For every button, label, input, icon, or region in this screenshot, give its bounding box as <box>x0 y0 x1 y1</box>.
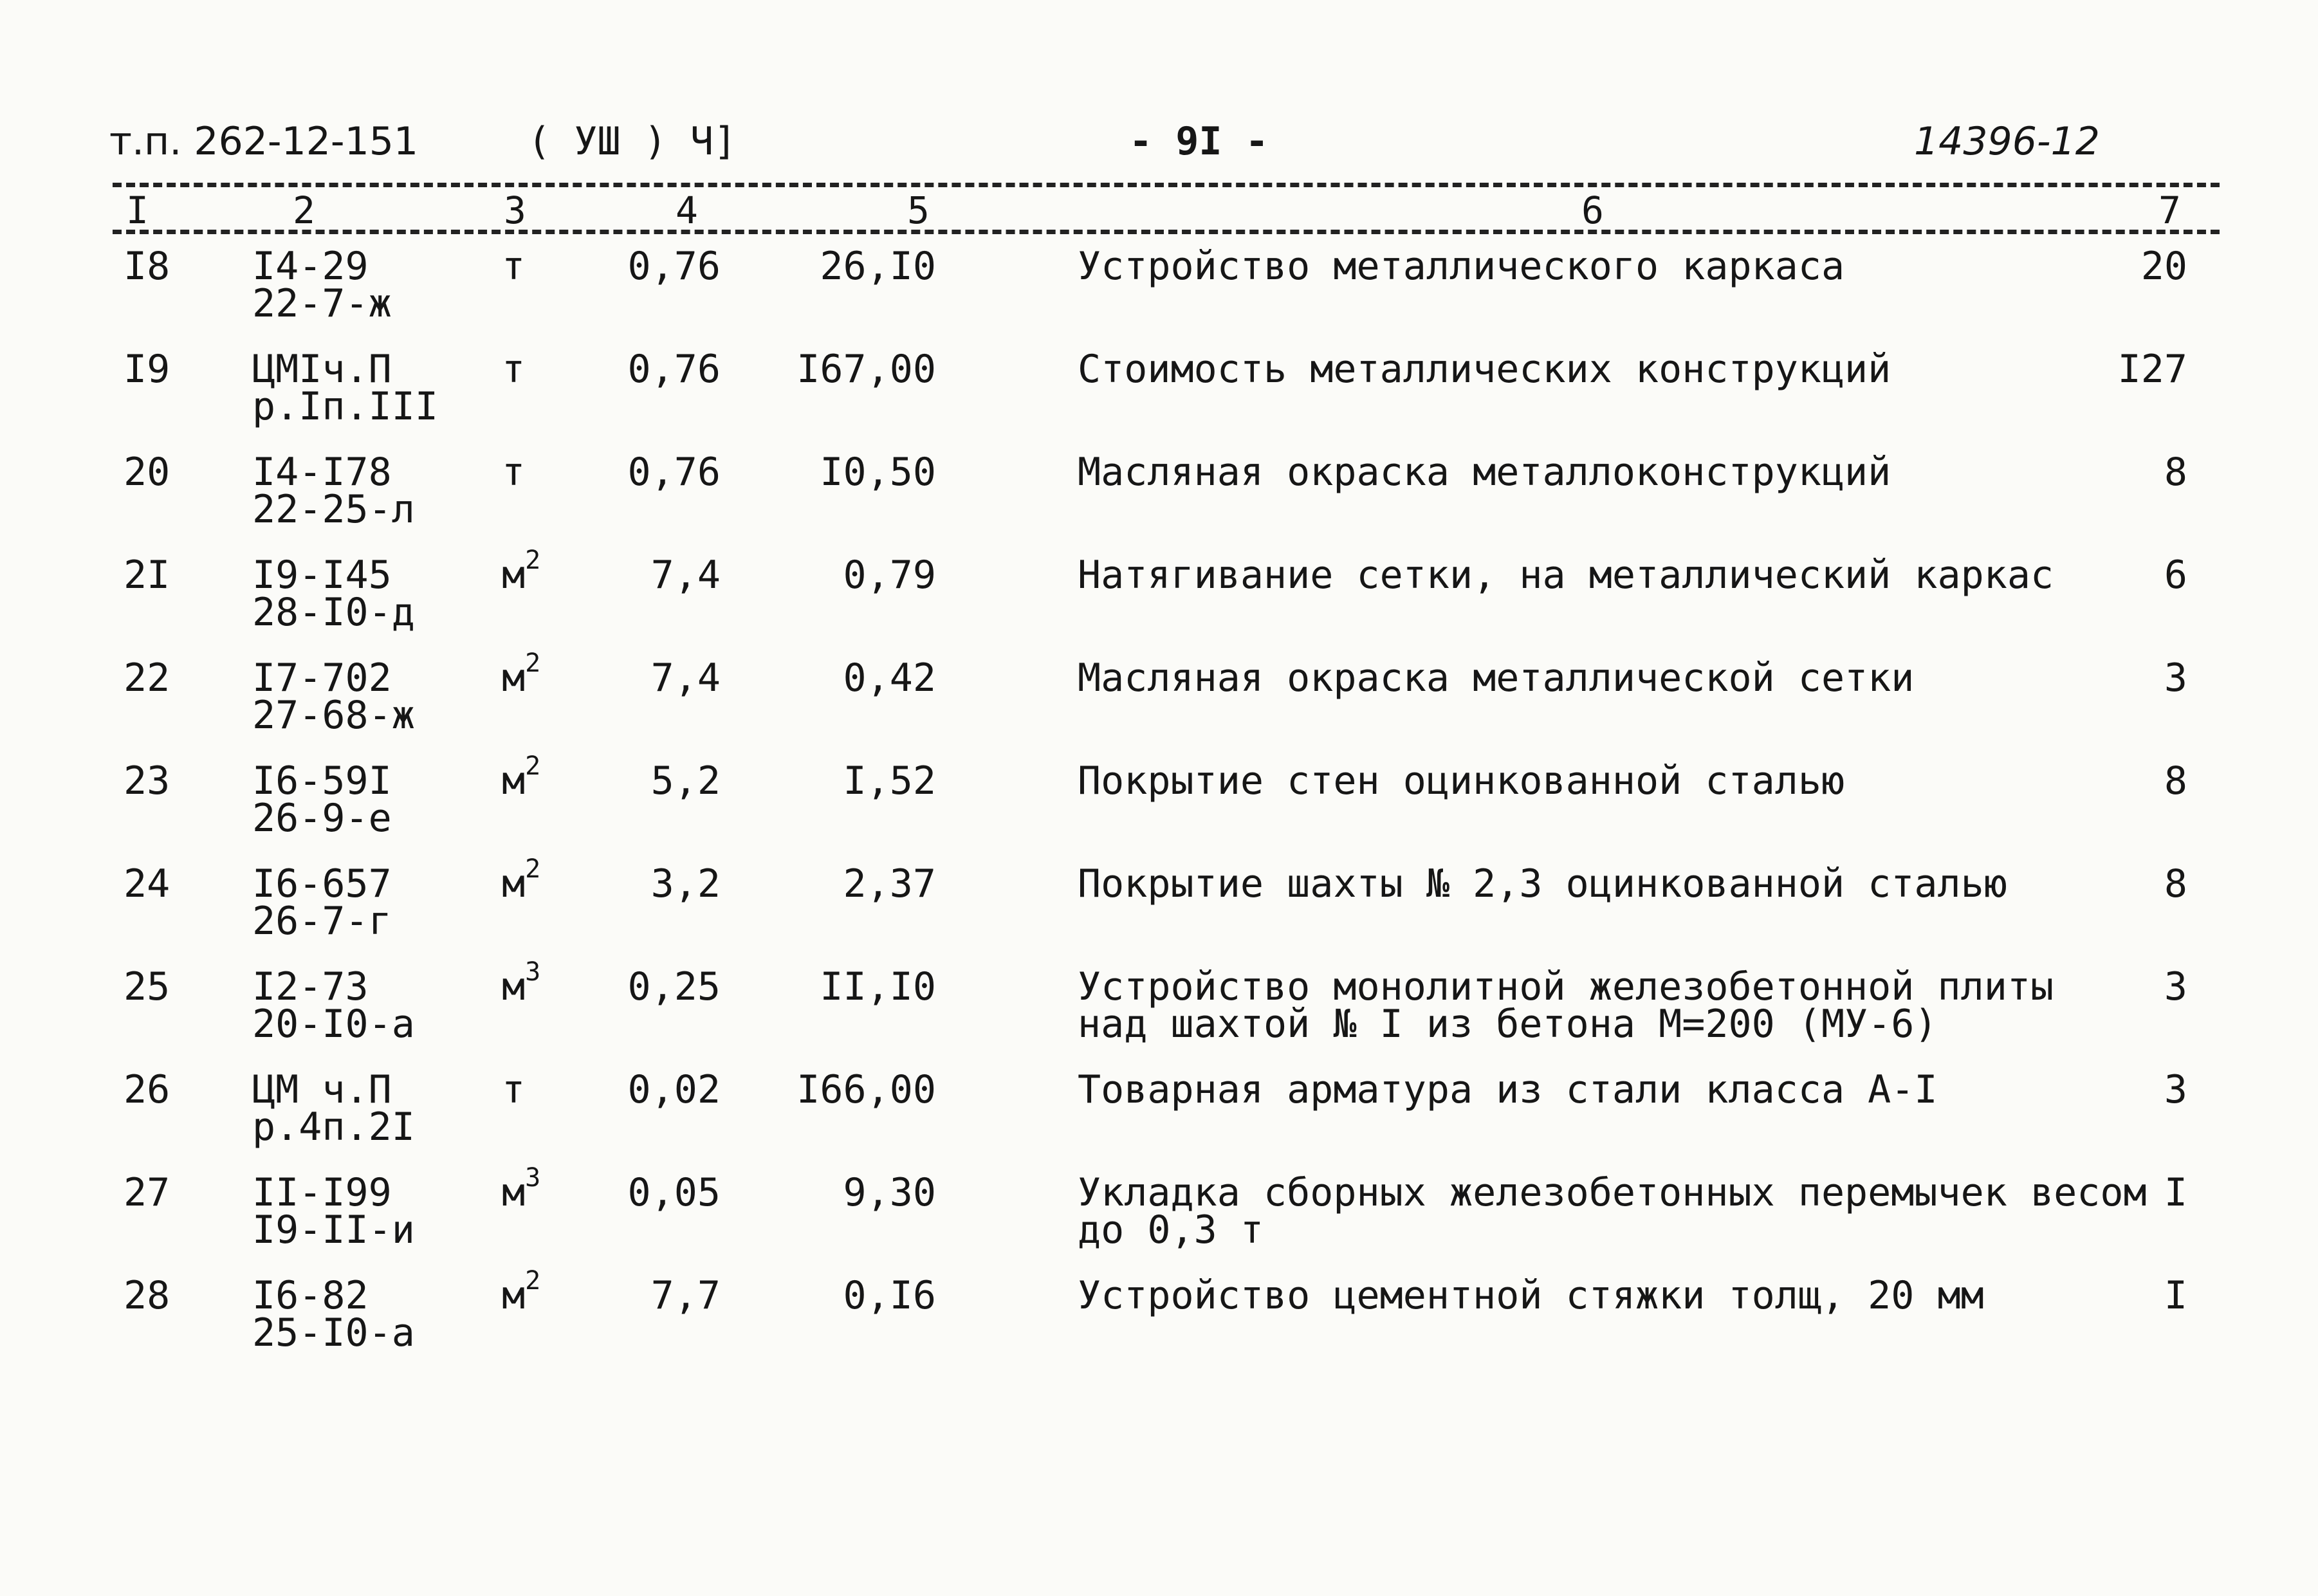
unit-base: м <box>502 964 526 1009</box>
column-number: 4 <box>676 188 698 232</box>
table-row <box>0 347 2318 454</box>
quantity: 0,76 <box>627 347 721 392</box>
quantity: 7,7 <box>650 1273 721 1318</box>
norm-code <box>252 964 415 1047</box>
norm-code <box>252 553 415 635</box>
norm-code <box>252 1170 415 1252</box>
table-row <box>0 648 2318 762</box>
norm-code-line: 20-I0-а <box>252 1002 415 1047</box>
table-row <box>0 1067 2318 1174</box>
quantity: 7,4 <box>650 656 721 701</box>
unit-price: 0,I6 <box>843 1273 936 1318</box>
norm-code-line: I6-59I <box>252 758 392 803</box>
work-description <box>1078 861 2007 906</box>
norm-code-line: 28-I0-д <box>252 590 415 635</box>
unit-base: м <box>502 861 526 906</box>
quantity: 0,76 <box>627 244 721 289</box>
norm-code <box>252 1273 415 1355</box>
unit <box>502 347 526 392</box>
header-divider-top <box>113 183 2220 187</box>
work-description <box>1078 347 1891 392</box>
norm-code-line: 25-I0-а <box>252 1310 415 1355</box>
unit-base: м <box>502 656 526 701</box>
unit-price: II,I0 <box>820 964 936 1009</box>
section-mark: ( УШ ) Ч] <box>528 119 737 164</box>
norm-code-line: ЦМIч.П <box>252 347 392 392</box>
unit <box>502 244 526 289</box>
row-number: I8 <box>124 244 170 289</box>
unit-price: I0,50 <box>820 450 936 495</box>
table-row <box>0 1163 2318 1277</box>
norm-code-line: 22-25-л <box>252 487 415 532</box>
description-line: Масляная окраска металлической сетки <box>1078 656 1915 701</box>
work-description <box>1078 244 1845 289</box>
norm-code <box>252 758 392 841</box>
row-number: 28 <box>124 1273 170 1318</box>
unit-exponent: 2 <box>525 751 541 781</box>
column-numbers-row <box>0 188 2318 233</box>
description-line: Устройство металлического каркаса <box>1078 244 1845 289</box>
work-description <box>1078 1273 1984 1318</box>
unit <box>502 1266 541 1318</box>
unit <box>502 957 541 1009</box>
row-number: 23 <box>124 758 170 803</box>
document-number: 14396-12 <box>1914 119 2100 164</box>
unit-base: м <box>502 1273 526 1318</box>
total-cost: 8 <box>2164 861 2187 906</box>
norm-code-line: ЦМ ч.П <box>252 1067 392 1112</box>
quantity: 0,25 <box>627 964 721 1009</box>
total-cost: 3 <box>2164 964 2187 1009</box>
total-cost: 3 <box>2164 1067 2187 1112</box>
norm-code <box>252 347 438 429</box>
estimate-table <box>0 244 2318 1380</box>
norm-code-line: I6-82 <box>252 1273 369 1318</box>
unit-price: 9,30 <box>843 1170 936 1215</box>
quantity: 5,2 <box>650 758 721 803</box>
table-row <box>0 546 2318 659</box>
unit <box>502 854 541 906</box>
norm-code-line: 26-7-г <box>252 899 392 944</box>
row-number: 20 <box>124 450 170 495</box>
work-description <box>1078 553 2054 598</box>
work-description <box>1078 450 1891 495</box>
total-cost: I27 <box>2117 347 2187 392</box>
column-number: 3 <box>504 188 526 232</box>
unit-exponent: 2 <box>525 854 541 884</box>
row-number: 24 <box>124 861 170 906</box>
column-number: I <box>126 188 149 232</box>
total-cost: 3 <box>2164 656 2187 701</box>
unit-base: т <box>502 347 526 392</box>
unit <box>502 648 541 701</box>
page-number: - 9I - <box>1129 119 1269 164</box>
unit-base: т <box>502 450 526 495</box>
norm-code <box>252 244 392 326</box>
norm-code-line: р.Iп.III <box>252 384 438 429</box>
unit-exponent: 2 <box>525 546 541 575</box>
row-number: I9 <box>124 347 170 392</box>
total-cost: I <box>2164 1273 2187 1318</box>
work-description <box>1078 758 1845 803</box>
table-row <box>0 751 2318 865</box>
total-cost: 8 <box>2164 758 2187 803</box>
column-number: 6 <box>1581 188 1604 232</box>
norm-code-line: I9-I45 <box>252 553 392 598</box>
norm-code-line: 22-7-ж <box>252 281 392 326</box>
unit-price: I,52 <box>843 758 936 803</box>
norm-code-line: I6-657 <box>252 861 392 906</box>
work-description <box>1078 1170 2147 1252</box>
unit <box>502 450 526 495</box>
column-number: 5 <box>907 188 930 232</box>
unit-base: м <box>502 553 526 598</box>
description-line: Товарная арматура из стали класса А-I <box>1078 1067 1938 1112</box>
total-cost: 8 <box>2164 450 2187 495</box>
norm-code-line: II-I99 <box>252 1170 392 1215</box>
description-line: Покрытие стен оцинкованной сталью <box>1078 758 1845 803</box>
total-cost: I <box>2164 1170 2187 1215</box>
unit-base: т <box>502 244 526 289</box>
table-row <box>0 244 2318 351</box>
quantity: 0,02 <box>627 1067 721 1112</box>
description-line: Масляная окраска металлоконструкций <box>1078 450 1891 495</box>
unit <box>502 546 541 598</box>
row-number: 26 <box>124 1067 170 1112</box>
norm-code <box>252 656 415 738</box>
unit-price: 0,79 <box>843 553 936 598</box>
description-line: Стоимость металлических конструкций <box>1078 347 1891 392</box>
unit-price: I66,00 <box>796 1067 936 1112</box>
header-divider-bottom <box>113 230 2220 234</box>
unit-price: I67,00 <box>796 347 936 392</box>
norm-code-line: I2-73 <box>252 964 369 1009</box>
unit <box>502 1163 541 1215</box>
table-row <box>0 957 2318 1071</box>
description-line: Устройство монолитной железобетонной плиты <box>1078 964 2054 1009</box>
unit-exponent: 3 <box>525 957 541 987</box>
norm-code <box>252 1067 415 1150</box>
row-number: 22 <box>124 656 170 701</box>
description-line: над шахтой № I из бетона М=200 (МУ-6) <box>1078 1002 1938 1047</box>
unit-base: м <box>502 1170 526 1215</box>
work-description <box>1078 656 1915 701</box>
work-description <box>1078 964 2054 1047</box>
norm-code <box>252 450 415 532</box>
total-cost: 6 <box>2164 553 2187 598</box>
norm-code-line: I9-II-и <box>252 1207 415 1252</box>
norm-code-line: I7-702 <box>252 656 392 701</box>
norm-code-line: 27-68-ж <box>252 693 415 738</box>
row-number: 27 <box>124 1170 170 1215</box>
description-line: Покрытие шахты № 2,3 оцинкованной сталью <box>1078 861 2007 906</box>
description-line: Устройство цементной стяжки толщ, 20 мм <box>1078 1273 1984 1318</box>
unit-exponent: 2 <box>525 648 541 678</box>
norm-code-line: I4-29 <box>252 244 369 289</box>
norm-code-line: I4-I78 <box>252 450 392 495</box>
work-description <box>1078 1067 1938 1112</box>
column-number: 2 <box>293 188 315 232</box>
unit-base: м <box>502 758 526 803</box>
quantity: 7,4 <box>650 553 721 598</box>
row-number: 25 <box>124 964 170 1009</box>
row-number: 2I <box>124 553 170 598</box>
description-line: Укладка сборных железобетонных перемычек весом <box>1078 1170 2147 1215</box>
unit-price: 26,I0 <box>820 244 936 289</box>
unit-exponent: 3 <box>525 1163 541 1193</box>
unit-base: т <box>502 1067 526 1112</box>
norm-code <box>252 861 392 944</box>
unit-exponent: 2 <box>525 1266 541 1296</box>
quantity: 0,76 <box>627 450 721 495</box>
description-line: Натягивание сетки, на металлический каркас <box>1078 553 2054 598</box>
unit-price: 2,37 <box>843 861 936 906</box>
column-number: 7 <box>2158 188 2181 232</box>
norm-code-line: 26-9-е <box>252 796 392 841</box>
unit <box>502 1067 526 1112</box>
quantity: 3,2 <box>650 861 721 906</box>
table-row <box>0 1266 2318 1380</box>
table-row <box>0 854 2318 968</box>
total-cost: 20 <box>2140 244 2187 289</box>
document-reference: т.п. 262-12-151 <box>109 119 419 164</box>
description-line: до 0,3 т <box>1078 1207 1264 1252</box>
norm-code-line: р.4п.2I <box>252 1105 415 1150</box>
quantity: 0,05 <box>627 1170 721 1215</box>
unit <box>502 751 541 803</box>
table-row <box>0 450 2318 556</box>
unit-price: 0,42 <box>843 656 936 701</box>
